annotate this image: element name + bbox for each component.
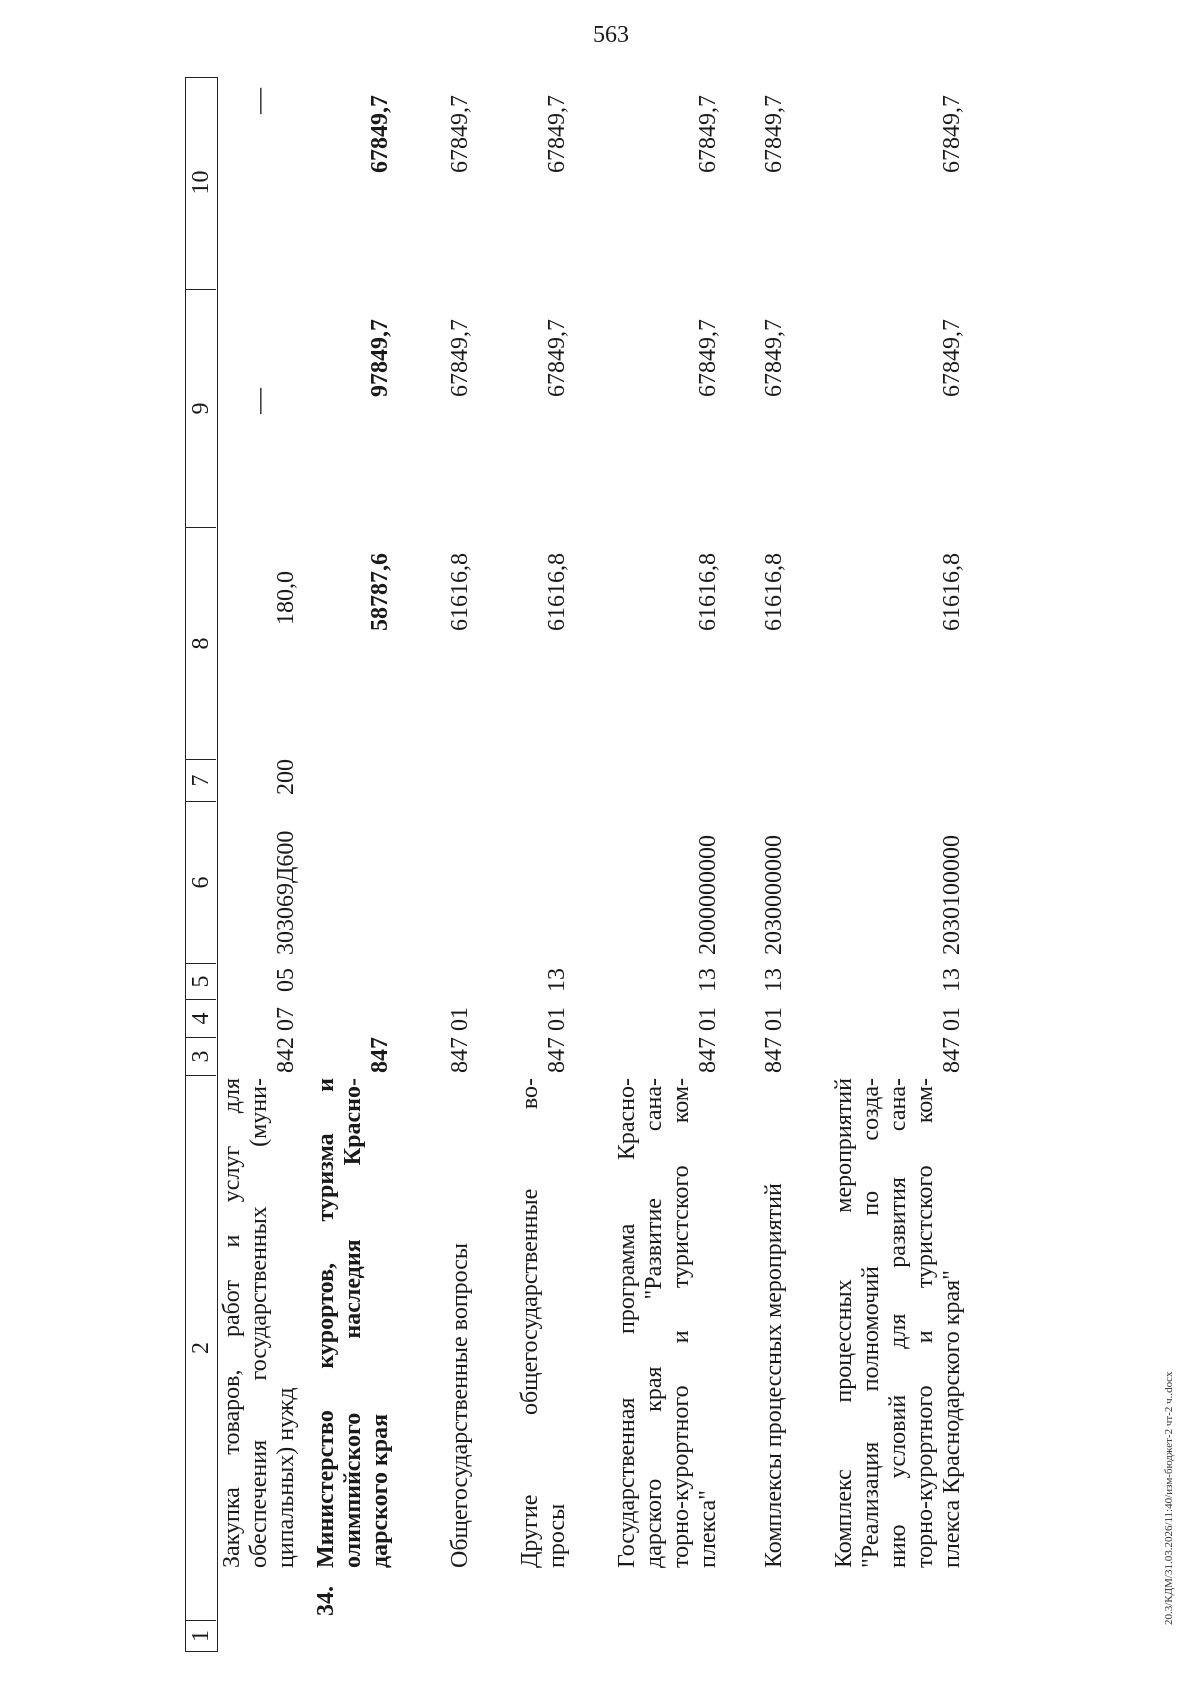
row-col-8: 61616,8 <box>695 553 721 631</box>
row-col-5: 05 <box>273 968 299 992</box>
row-col-9: 67849,7 <box>939 319 965 397</box>
row-col-3: 847 <box>367 1037 393 1073</box>
row-description: Общегосударственные вопросы <box>447 1242 473 1568</box>
header-col-4: 4 <box>186 1000 216 1038</box>
row-col-3: 847 <box>761 1037 787 1073</box>
row-col-10: 67849,7 <box>367 95 393 173</box>
row-col-10: — <box>244 88 273 114</box>
row-col-8: 180,0 <box>273 571 299 625</box>
row-col-10: 67849,7 <box>544 95 570 173</box>
row-col-9: 67849,7 <box>544 319 570 397</box>
row-description: Другие общегосударственные во- просы <box>517 1078 570 1568</box>
row-col-4: 01 <box>447 1007 473 1031</box>
row-col-10: 67849,7 <box>447 95 473 173</box>
row-col-8: 61616,8 <box>544 553 570 631</box>
row-col-4: 01 <box>695 1007 721 1031</box>
row-col-4: 01 <box>939 1007 965 1031</box>
header-col-2: 2 <box>186 1076 216 1621</box>
row-col-6: 2030000000 <box>761 835 787 955</box>
row-col-3: 847 <box>447 1037 473 1073</box>
row-col-8: 61616,8 <box>447 553 473 631</box>
row-col-3: 847 <box>695 1037 721 1073</box>
row-col-9: 67849,7 <box>695 319 721 397</box>
header-col-7: 7 <box>186 760 216 802</box>
rotated-budget-table <box>185 2 1085 1652</box>
row-description: Закупка товаров, работ и услуг для обеспечения государственных (муни- ципальных) нужд <box>219 1078 299 1568</box>
row-col-9: 97849,7 <box>367 319 393 397</box>
row-description: Министерство курортов, туризма и олимпийского наследия Красно- дарского края <box>313 1078 393 1568</box>
row-col-4: 01 <box>761 1007 787 1031</box>
row-col-6: 2000000000 <box>695 835 721 955</box>
row-col-10: 67849,7 <box>761 95 787 173</box>
header-col-9: 9 <box>186 290 216 528</box>
row-description: Государственная программа Красно- дарского края "Развитие сана- торно-курортного и туристского ком- плекса" <box>614 1078 721 1568</box>
row-col-4: 07 <box>273 1007 299 1031</box>
page-number: 563 <box>593 22 629 48</box>
row-col-5: 13 <box>544 968 570 992</box>
header-col-5: 5 <box>186 964 216 1000</box>
row-col-3: 842 <box>273 1037 299 1073</box>
row-col-10: 67849,7 <box>939 95 965 173</box>
row-col-4: 01 <box>544 1007 570 1031</box>
header-col-3: 3 <box>186 1038 216 1076</box>
header-col-6: 6 <box>186 802 216 964</box>
row-description: Комплекс процессных мероприятий "Реализация полномочий по созда- нию условий для развития сана- торно-курортного и туристского ком- плекса Краснодарского края" <box>831 1078 965 1568</box>
row-col-10: 67849,7 <box>695 95 721 173</box>
row-col-8: 58787,6 <box>367 553 393 631</box>
row-col-8: 61616,8 <box>761 553 787 631</box>
header-col-8: 8 <box>186 528 216 760</box>
row-col-3: 847 <box>939 1037 965 1073</box>
header-col-1: 1 <box>188 1630 214 1642</box>
row-col-3: 847 <box>544 1037 570 1073</box>
row-description: Комплексы процессных мероприятий <box>761 1183 787 1568</box>
row-col-6: 303069Д600 <box>273 830 299 955</box>
row-number: 34. <box>313 1586 339 1616</box>
header-col-10: 10 <box>186 76 216 290</box>
row-col-9: 67849,7 <box>761 319 787 397</box>
row-col-9: — <box>244 388 273 414</box>
row-col-9: 67849,7 <box>447 319 473 397</box>
table-header-row <box>185 77 218 1652</box>
row-col-5: 13 <box>761 968 787 992</box>
row-col-5: 13 <box>939 968 965 992</box>
row-col-5: 13 <box>695 968 721 992</box>
row-col-8: 61616,8 <box>939 553 965 631</box>
row-col-7: 200 <box>273 759 299 795</box>
row-col-6: 2030100000 <box>939 835 965 955</box>
footer-file-path: 20.3/КДМ/31.03.2026/11:40/изм-бюджет-2 чт-2 ч..docx <box>1163 1371 1175 1625</box>
